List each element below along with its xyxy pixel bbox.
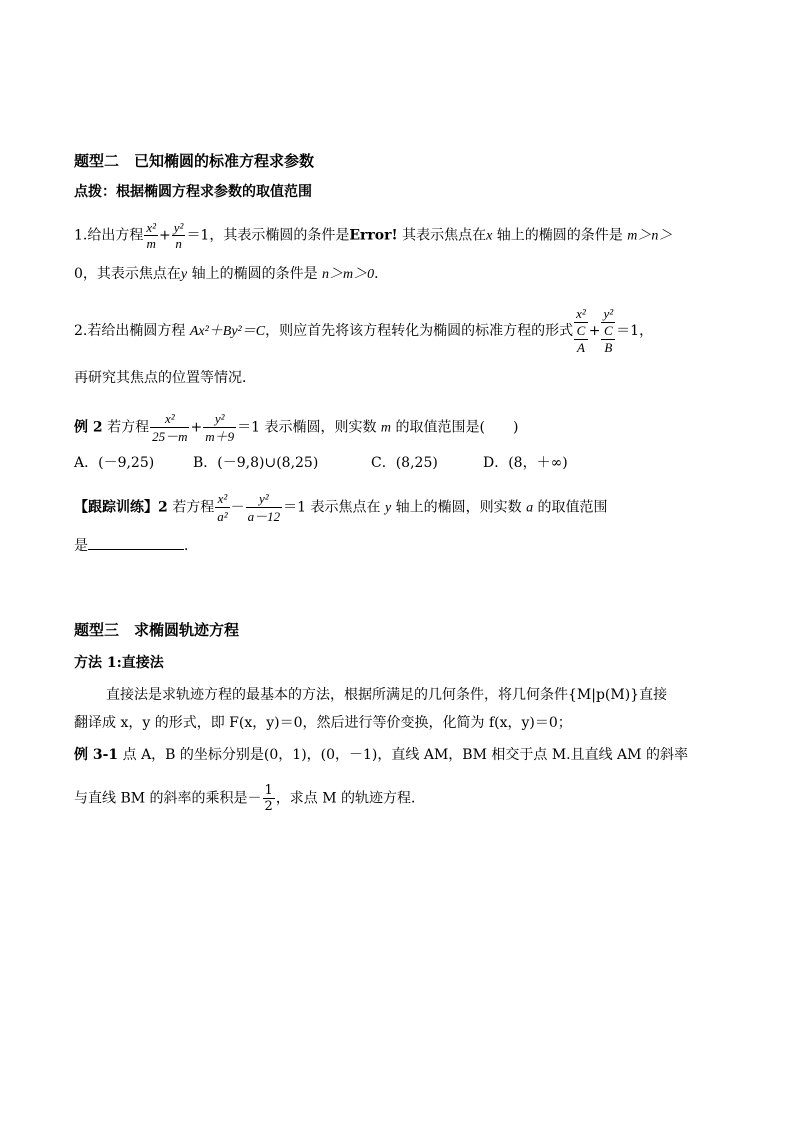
follow-tail2: 轴上的椭圆，则实数 bbox=[391, 499, 527, 516]
section3-title: 题型三 求椭圆轨迹方程 bbox=[74, 621, 240, 639]
p1-line2-text: 0，其表示焦点在 bbox=[74, 266, 181, 282]
example31-prefix: 与直线 BM 的斜率的乘积是－ bbox=[74, 790, 262, 807]
p1-line2-end: ． bbox=[374, 266, 389, 282]
example2-tail2: 的取值范围是( ) bbox=[391, 419, 519, 436]
example2-frac2: $\frac{\text{y²}}{m+9}$ bbox=[205, 411, 235, 444]
follow-line2-end: ． bbox=[184, 538, 198, 554]
p1-cond1: m＞n＞ bbox=[627, 228, 673, 244]
section2-title: 题型二 已知椭圆的标准方程求参数 bbox=[74, 152, 315, 170]
p1-frac1: $\frac{\text{x²}}{m}$ bbox=[146, 220, 157, 251]
p2-frac2: y² C B bbox=[603, 306, 614, 355]
example31-line1 bbox=[74, 745, 688, 765]
follow-tail: ＝1 表示焦点在 bbox=[283, 499, 385, 516]
option-a: A．(－9,25) bbox=[74, 455, 155, 471]
p2-prefix: 2.若给出椭圆方程 bbox=[74, 323, 190, 339]
follow-line2 bbox=[74, 535, 198, 556]
p1-mid2: 轴上的椭圆的条件是 bbox=[492, 227, 628, 244]
p1-mid: 其表示焦点在 bbox=[397, 227, 487, 244]
p2-frac1: x² C A bbox=[576, 306, 586, 355]
example31-frac: $\frac{1}{2}$ bbox=[264, 783, 273, 814]
follow-tail3: 的取值范围 bbox=[533, 499, 608, 516]
follow-frac2: $\frac{\text{y²}}{a-12}$ bbox=[247, 491, 281, 524]
method-line bbox=[74, 653, 164, 673]
p1-error: Error! bbox=[349, 227, 398, 244]
follow-prefix: 若方程 bbox=[167, 499, 215, 516]
p2-plus: + bbox=[588, 323, 601, 339]
follow-line2-text: 是 bbox=[74, 538, 88, 554]
p1-line1 bbox=[74, 220, 672, 251]
p1-line2-mid: 轴上的椭圆的条件是 bbox=[187, 266, 323, 282]
option-b: B．(－9,8)∪(8,25) bbox=[193, 455, 319, 471]
p1-frac2: $\frac{\text{y²}}{n}$ bbox=[173, 220, 184, 251]
example2-plus: + bbox=[190, 419, 203, 436]
method-label: 方法 1: bbox=[74, 655, 122, 671]
example2-label: 例 2 bbox=[74, 419, 103, 436]
p2-line1 bbox=[74, 306, 653, 356]
p2-mid: ，则应首先将该方程转化为椭圆的标准方程的形式 bbox=[265, 323, 574, 339]
example2-tail: ＝1 表示椭圆，则实数 bbox=[237, 419, 381, 436]
p1-cond2: n＞m＞0 bbox=[322, 267, 375, 282]
follow-minus: － bbox=[230, 499, 245, 516]
example31-line2 bbox=[74, 783, 425, 814]
tip-line bbox=[74, 182, 312, 202]
p1-x-var: x bbox=[486, 228, 493, 244]
p1-plus: + bbox=[159, 227, 171, 244]
method-para-line2: 翻译成 x，y 的形式，即 F(x，y)＝0，然后进行等价变换，化简为 f(x，y)＝0； bbox=[74, 715, 572, 731]
method-para-line1: 直接法是求轨迹方程的最基本的方法，根据所满足的几何条件，将几何条件{M|p(M)}直接 bbox=[106, 687, 668, 703]
example31-text1: 点 A，B 的坐标分别是(0，1)，(0，－1)，直线 AM，BM 相交于点 M.且直线 AM 的斜率 bbox=[118, 747, 688, 763]
p1-prefix: 1.给出方程 bbox=[74, 227, 144, 244]
follow-frac1: $\frac{\text{x²}}{\text{a²}}$ bbox=[217, 491, 228, 524]
example31-label: 例 3-1 bbox=[74, 747, 119, 763]
tip-text: 根据椭圆方程求参数的取值范围 bbox=[116, 184, 312, 200]
follow-a-var: a bbox=[526, 500, 534, 516]
option-d: D．(8，＋∞) bbox=[483, 455, 568, 471]
example2-line bbox=[74, 410, 518, 445]
example2-prefix: 若方程 bbox=[102, 419, 150, 436]
option-c: C．(8,25) bbox=[371, 455, 438, 471]
follow-y-var: y bbox=[384, 500, 392, 516]
method-name: 直接法 bbox=[121, 655, 164, 671]
tip-label: 点拨： bbox=[74, 184, 116, 200]
p2-tail: ＝1， bbox=[616, 323, 654, 339]
example31-tail: ，求点 M 的轨迹方程． bbox=[275, 790, 426, 807]
p2-line2: 再研究其焦点的位置等情况． bbox=[74, 370, 256, 386]
p1-y-var: y bbox=[180, 267, 188, 282]
follow-label: 【跟踪训练】2 bbox=[74, 499, 168, 516]
p1-line2 bbox=[74, 264, 388, 285]
example2-m-var: m bbox=[380, 420, 392, 436]
answer-blank[interactable] bbox=[88, 535, 184, 550]
follow-line1 bbox=[74, 490, 608, 525]
p2-eq: Ax²＋By²＝C bbox=[189, 324, 266, 339]
example2-frac1: $\frac{\text{x²}}{25-m}$ bbox=[152, 411, 188, 444]
p1-eq-tail: ＝1，其表示椭圆的条件是 bbox=[186, 227, 350, 244]
